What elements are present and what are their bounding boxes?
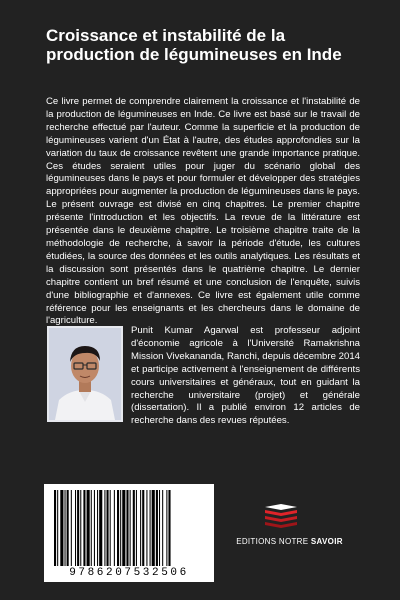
- barcode-bar: [130, 490, 131, 566]
- barcode-bar: [57, 490, 58, 566]
- author-bio: Punit Kumar Agarwal est professeur adjoint d'économie agricole à l'Université Ramakrishna Mission Vivekananda, Ranchi, depuis décembre 2014 et participe activement à l'enseignement de différents cours universitaires et généraux, tout en guidant la recherche universitaire (projet) et générale (dissertation). Il a publié environ 12 articles de recherche dans des revues réputées.: [131, 325, 360, 427]
- barcode-bar: [97, 490, 98, 566]
- barcode-bar: [156, 490, 158, 566]
- barcode-bar: [120, 490, 121, 566]
- barcode-bar: [65, 490, 66, 566]
- barcode-bar: [99, 490, 102, 566]
- barcode: [44, 484, 214, 582]
- barcode-bar: [133, 490, 135, 566]
- barcode-bar: [166, 490, 167, 566]
- barcode-bar: [83, 490, 85, 566]
- barcode-bar: [77, 490, 79, 566]
- barcode-bar: [114, 490, 115, 566]
- barcode-bar: [159, 490, 160, 566]
- barcode-bar: [67, 490, 69, 566]
- publisher-name: [232, 537, 347, 546]
- barcode-bar: [136, 490, 137, 566]
- barcode-bar: [87, 490, 90, 566]
- barcode-bar: [152, 490, 155, 566]
- barcode-bars: [54, 490, 204, 566]
- author-photo: [47, 326, 123, 422]
- barcode-bar: [107, 490, 109, 566]
- barcode-bar: [142, 490, 144, 566]
- barcode-bar: [117, 490, 119, 566]
- stacked-books-logo-icon: [262, 503, 300, 538]
- barcode-bar: [140, 490, 141, 566]
- barcode-bar: [104, 490, 105, 566]
- barcode-bar: [110, 490, 111, 566]
- barcode-bar: [126, 490, 128, 566]
- barcode-bar: [168, 490, 170, 566]
- barcode-bar: [60, 490, 63, 566]
- barcode-bar: [94, 490, 95, 566]
- barcode-bar: [162, 490, 163, 566]
- publisher-name-bold: SAVOIR: [310, 537, 343, 546]
- barcode-bar: [122, 490, 125, 566]
- barcode-bar: [146, 490, 147, 566]
- publisher-name-regular: EDITIONS NOTRE: [236, 537, 311, 546]
- book-description: Ce livre permet de comprendre clairement la croissance et l'instabilité de la production de légumineuses en Inde. Ce livre est basé sur le travail de recherche effectué par l'auteur. Comme la superficie et la production de légumineuses varient d'un État à l'autre, des études approfondies sur la variation du taux de croissance revêtent une grande importance pratique. Ces études seraient utiles pour juger du scénario global des légumineuses dans le pays et pour formuler et développer des stratégies appropriées pour augmenter la production de légumineuses dans le pays. Le présent ouvrage est divisé en cinq chapitres. Le premier chapitre présente l'introduction et les objectifs. La revue de la littérature est présentée dans le deuxième chapitre. Le troisième chapitre traite de la méthodologie de recherche, à savoir la période d'étude, les cultures étudiées, la source des données et les outils analytiques. Les résultats et la discussion sont présentés dans le quatrième chapitre. Le dernier chapitre contient un bref résumé et une conclusion de l'enquête, suivis d'une bibliographie et d'annexes. Ce livre est également utile comme référence pour les enseignants et les chercheurs dans le domaine de l'agriculture.: [46, 96, 360, 327]
- barcode-bar: [91, 490, 92, 566]
- book-title: Croissance et instabilité de la production de légumineuses en Inde: [46, 26, 342, 64]
- barcode-bar: [71, 490, 72, 566]
- isbn-number: 9786207532506: [69, 567, 189, 579]
- barcode-bar: [54, 490, 56, 566]
- barcode-bar: [75, 490, 76, 566]
- barcode-bar: [80, 490, 81, 566]
- barcode-bar: [150, 490, 151, 566]
